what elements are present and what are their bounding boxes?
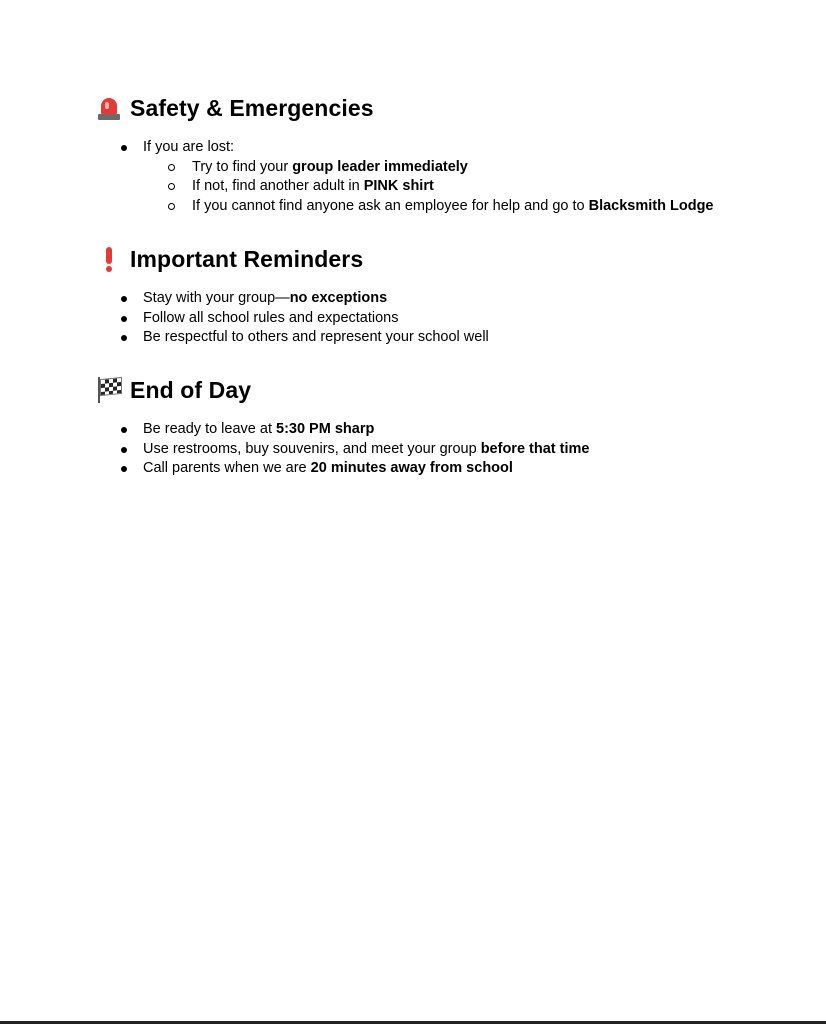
item-bold-text: PINK shirt xyxy=(363,178,434,195)
section-end-of-day xyxy=(95,374,795,479)
item-text: Be ready to leave at xyxy=(143,421,276,437)
item-text: Be respectful to others and represent your school well xyxy=(143,329,489,346)
sub-list-item xyxy=(95,177,795,197)
list-item xyxy=(95,138,795,216)
bullet-list xyxy=(95,138,795,216)
bullet-list xyxy=(95,289,795,348)
checkered-flag-icon xyxy=(95,376,123,404)
list-item xyxy=(95,289,795,309)
item-text: If not, find another adult in xyxy=(192,178,364,195)
section-important-reminders xyxy=(95,243,795,348)
list-item-text: If you are lost: xyxy=(143,139,235,155)
rotating-light-icon xyxy=(95,94,123,122)
item-bold-text: before that time xyxy=(480,440,590,457)
item-bold-text: 5:30 PM sharp xyxy=(276,421,375,437)
section-title: Safety & Emergencies xyxy=(130,94,374,121)
item-text: Follow all school rules and expectations xyxy=(143,309,399,326)
list-item xyxy=(95,309,795,329)
section-heading xyxy=(95,243,795,275)
list-item xyxy=(95,459,795,479)
item-text: Try to find your xyxy=(192,158,293,175)
exclamation-mark-icon xyxy=(95,245,123,273)
sub-bullet-list xyxy=(143,158,795,217)
item-text: Use restrooms, buy souvenirs, and meet your group xyxy=(143,440,481,457)
bullet-list xyxy=(95,420,795,479)
section-heading xyxy=(95,374,795,406)
item-text: If you cannot find anyone ask an employee for help and go to xyxy=(192,197,589,214)
sub-list-item xyxy=(95,158,795,178)
list-item xyxy=(95,440,795,460)
sub-list-item xyxy=(95,197,795,217)
item-bold-text: 20 minutes away from school xyxy=(310,460,513,477)
section-title: Important Reminders xyxy=(130,245,364,272)
list-item xyxy=(95,420,795,440)
item-text: Stay with your group— xyxy=(143,290,290,306)
section-title: End of Day xyxy=(130,376,252,403)
item-bold-text: Blacksmith Lodge xyxy=(588,197,714,214)
item-bold-text: no exceptions xyxy=(289,290,388,306)
item-bold-text: group leader immediately xyxy=(292,158,468,175)
section-heading xyxy=(95,92,795,124)
item-text: Call parents when we are xyxy=(143,460,311,477)
list-item xyxy=(95,328,795,348)
section-safety-emergencies xyxy=(95,92,795,216)
